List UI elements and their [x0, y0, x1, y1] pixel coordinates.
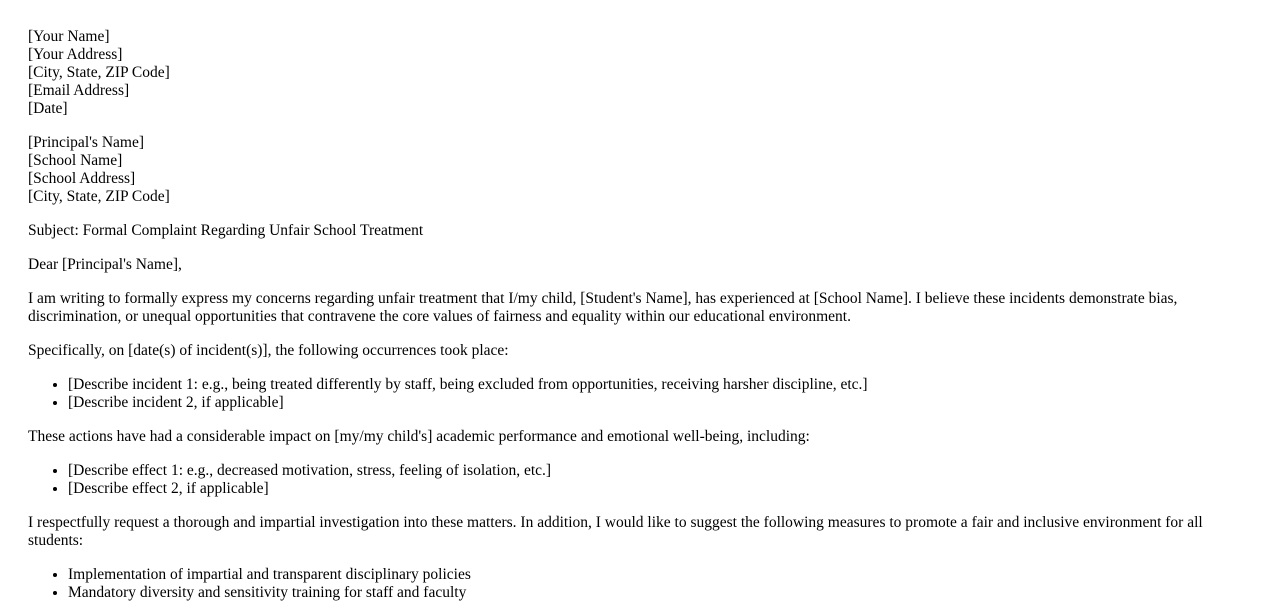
- list-item: • [Describe effect 2, if applicable]: [68, 480, 1250, 498]
- intro-paragraph: I am writing to formally express my concerns regarding unfair treatment that I/my child, [Student's Name], has experienced at [School Name]. I believe these incidents demonstrate bias, discrimination, or unequal opportunities that contravene the core values of fairness and equality within our educational environment.: [28, 290, 1178, 325]
- list-item: • [Describe incident 2, if applicable]: [68, 394, 1250, 412]
- recipient-school-address: [School Address]: [28, 170, 136, 187]
- list-item: • Implementation of impartial and transparent disciplinary policies: [68, 566, 1250, 584]
- salutation: Dear [Principal's Name],: [28, 256, 182, 273]
- effects-list: [28, 462, 1250, 498]
- list-item: • [Describe effect 1: e.g., decreased motivation, stress, feeling of isolation, etc.]: [68, 462, 1250, 480]
- sender-email: [Email Address]: [28, 82, 130, 99]
- list-item: • [Describe incident 1: e.g., being treated differently by staff, being excluded from opportunities, receiving harsher discipline, etc.]: [68, 376, 1250, 394]
- measures-list: [28, 566, 1250, 602]
- sender-city-state-zip: [City, State, ZIP Code]: [28, 64, 170, 81]
- recipient-block: [28, 134, 1250, 206]
- sender-address: [Your Address]: [28, 46, 123, 63]
- list-item: • Mandatory diversity and sensitivity training for staff and faculty: [68, 584, 1250, 602]
- recipient-name: [Principal's Name]: [28, 134, 144, 151]
- sender-block: [28, 28, 1250, 118]
- incidents-list: [28, 376, 1250, 412]
- letter-date: [Date]: [28, 100, 68, 117]
- recipient-school: [School Name]: [28, 152, 123, 169]
- sender-name: [Your Name]: [28, 28, 110, 45]
- effects-intro: These actions have had a considerable impact on [my/my child's] academic performance and emotional well-being, including:: [28, 428, 810, 445]
- subject-line: Subject: Formal Complaint Regarding Unfair School Treatment: [28, 222, 424, 239]
- incidents-intro: Specifically, on [date(s) of incident(s)], the following occurrences took place:: [28, 342, 509, 359]
- request-paragraph: I respectfully request a thorough and impartial investigation into these matters. In addition, I would like to suggest the following measures to promote a fair and inclusive environment for all students:: [28, 514, 1203, 549]
- recipient-city-state-zip: [City, State, ZIP Code]: [28, 188, 170, 205]
